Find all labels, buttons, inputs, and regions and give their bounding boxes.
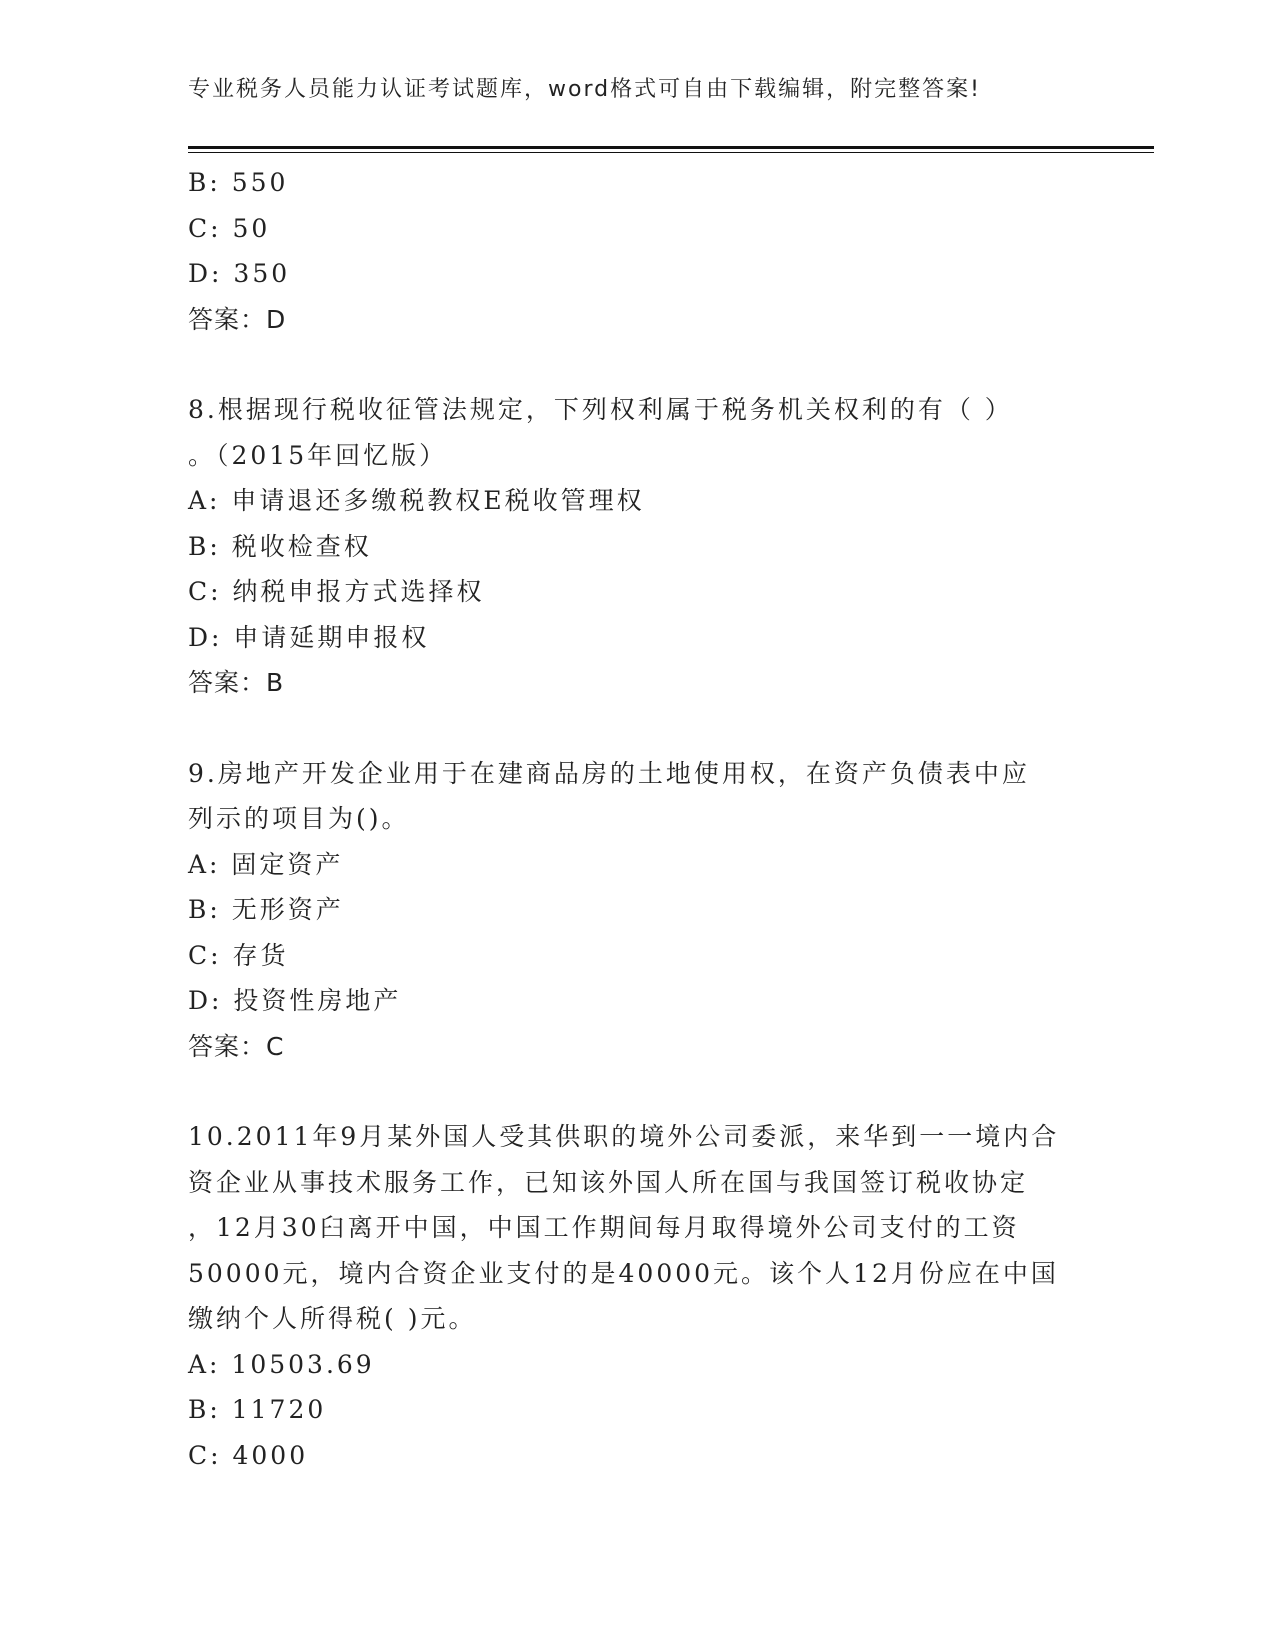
option-a: A: 10503.69 — [188, 1349, 375, 1379]
answer-line: 答案：D — [188, 304, 287, 334]
spacer — [188, 706, 1118, 751]
question-text-line: 10.2011年9月某外国人受其供职的境外公司委派，来华到一一境内合 — [188, 1122, 1060, 1151]
question-text-line: 缴纳个人所得税( )元。 — [188, 1304, 477, 1333]
option-c: C: 纳税申报方式选择权 — [188, 577, 485, 606]
page-header: 专业税务人员能力认证考试题库，word格式可自由下载编辑，附完整答案! — [188, 77, 981, 102]
option-c: C: 50 — [188, 213, 271, 243]
question-text-line: 。（2015年回忆版） — [188, 440, 448, 470]
question-text-line: 列示的项目为()。 — [188, 804, 410, 833]
option-d: D: 投资性房地产 — [188, 986, 402, 1015]
spacer — [188, 342, 1118, 387]
option-c: C: 存货 — [188, 940, 289, 970]
question-9 — [188, 751, 1118, 1070]
option-a: A: 固定资产 — [188, 849, 344, 879]
question-8 — [188, 387, 1118, 706]
answer-line: 答案：B — [188, 668, 285, 697]
option-b: B: 无形资产 — [188, 895, 344, 924]
question-text-line: 资企业从事技术服务工作，已知该外国人所在国与我国签订税收协定 — [188, 1167, 1029, 1197]
option-c: C: 4000 — [188, 1440, 309, 1470]
option-d: D: 350 — [188, 259, 291, 288]
option-d: D: 申请延期申报权 — [188, 622, 430, 652]
header-rule-thin — [188, 152, 1154, 153]
question-text-line: 8.根据现行税收征管法规定，下列权利属于税务机关权利的有（ ） — [188, 395, 1013, 424]
question-text-line: 50000元，境内合资企业支付的是40000元。该个人12月份应在中国 — [188, 1258, 1059, 1288]
spacer — [188, 1069, 1118, 1114]
header-rule — [188, 146, 1154, 149]
option-b: B: 11720 — [188, 1395, 327, 1424]
option-b: B: 550 — [188, 168, 289, 197]
question-text-line: 9.房地产开发企业用于在建商品房的土地使用权，在资产负债表中应 — [188, 758, 1030, 788]
question-7-continuation — [188, 160, 1118, 342]
option-a: A: 申请退还多缴税教权E税收管理权 — [188, 486, 645, 515]
answer-line: 答案：C — [188, 1031, 285, 1061]
document-body — [188, 160, 1118, 1478]
option-b: B: 税收检查权 — [188, 531, 372, 561]
question-text-line: ，12月30臼离开中国，中国工作期间每月取得境外公司支付的工资 — [188, 1213, 1020, 1242]
question-10 — [188, 1114, 1118, 1478]
